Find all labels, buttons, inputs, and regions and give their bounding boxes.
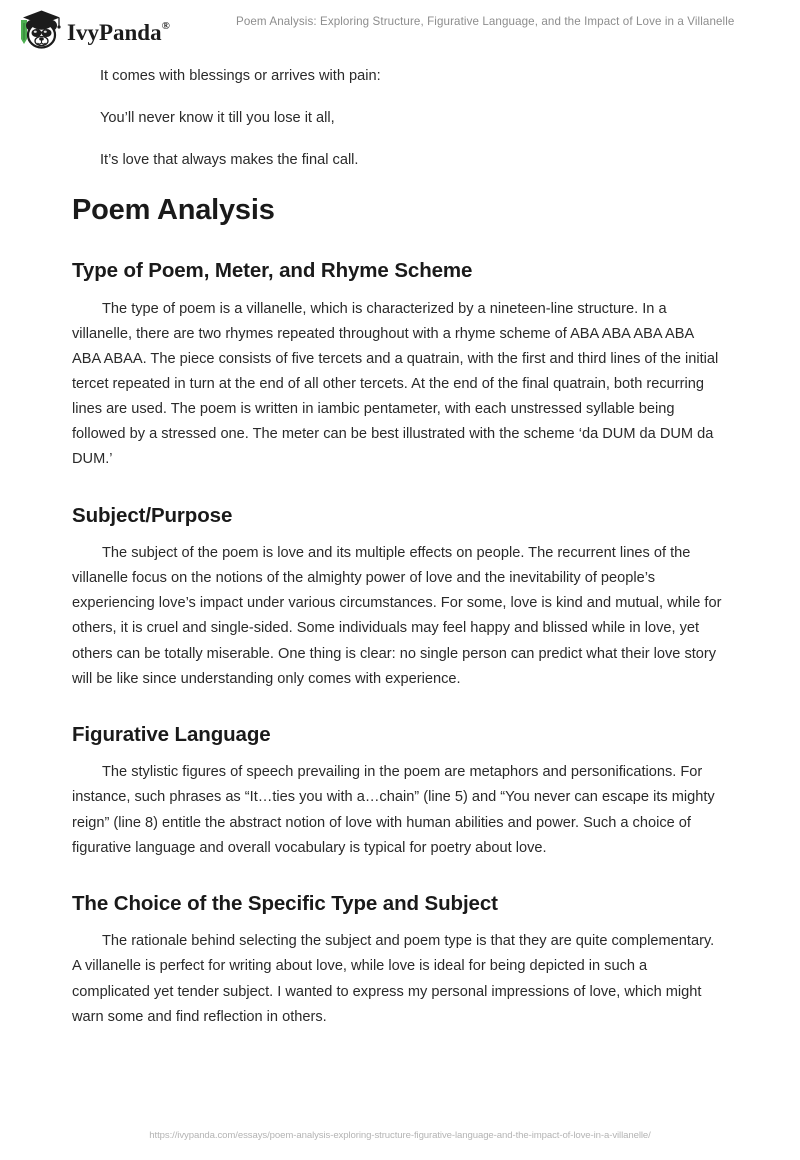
page-header: [0, 0, 800, 62]
page-title: Poem Analysis: [72, 194, 275, 227]
section-heading-figurative-language: Figurative Language: [72, 722, 271, 746]
section-paragraph-figurative-language: The stylistic figures of speech prevailing in the poem are metaphors and personifications. For instance, such phrases as “It…ties you with a…chain” (line 5) and “You never can escape its mighty reign” (line 8) entitle the abstract notion of love with human abilities and power. Such a choice of figurative language and overall vocabulary is typical for poetry about love.: [72, 764, 715, 856]
section-heading-type-of-poem: Type of Poem, Meter, and Rhyme Scheme: [72, 259, 473, 283]
brand-wordmark: [67, 21, 170, 44]
brand-name-text: IvyPanda: [67, 19, 162, 45]
brand-logo-lockup[interactable]: [16, 9, 170, 53]
page-footer: [0, 1125, 800, 1143]
section-heading-subject-purpose: Subject/Purpose: [72, 503, 233, 527]
panda-graduate-logo-icon: [16, 9, 62, 53]
registered-trademark-icon: ®: [161, 19, 170, 32]
poem-line: It comes with blessings or arrives with pain:: [100, 68, 381, 84]
source-url-link[interactable]: https://ivypanda.com/essays/poem-analysis-exploring-structure-figurative-language-and-the-impact-of-love-in-a-villanelle/: [149, 1130, 651, 1141]
section-paragraph-choice-of-type-and-subject: The rationale behind selecting the subject and poem type is that they are quite complementary. A villanelle is perfect for writing about love, while love is ideal for being depicted in such a complicated yet tender subject. I wanted to express my personal impressions of love, which might warn some and find reflection in others.: [72, 933, 715, 1025]
document-title-header: Poem Analysis: Exploring Structure, Figurative Language, and the Impact of Love in a Villanelle: [236, 15, 735, 28]
section-heading-choice-of-type-and-subject: The Choice of the Specific Type and Subject: [72, 891, 498, 915]
poem-line: It’s love that always makes the final call.: [100, 152, 359, 169]
section-paragraph-subject-purpose: The subject of the poem is love and its multiple effects on people. The recurrent lines of the villanelle focus on the notions of the almighty power of love and the inevitability of people’s experiencing love’s impact under various circumstances. For some, love is kind and mutual, while for others, it is cruel and single-sided. Some individuals may feel happy and blissed while in love, yet others can be totally miserable. One thing is clear: no single person can predict what their love story will be like since understanding only comes with experience.: [72, 545, 722, 687]
poem-line: You’ll never know it till you lose it all,: [100, 110, 335, 127]
document-content: [72, 66, 724, 1030]
section-paragraph-type-of-poem: The type of poem is a villanelle, which is characterized by a nineteen-line structure. In a villanelle, there are two rhymes repeated throughout with a rhyme scheme of ABA ABA ABA ABA ABA ABAA. The piece consists of five tercets and a quatrain, with the first and third lines of the initial tercet repeated in turn at the end of all other tercets. At the end of the final quatrain, both recurring lines are used. The poem is written in iambic pentameter, with each unstressed syllable being followed by a stressed one. The meter can be best illustrated with the scheme ‘da DUM da DUM da DUM.’: [72, 300, 719, 468]
